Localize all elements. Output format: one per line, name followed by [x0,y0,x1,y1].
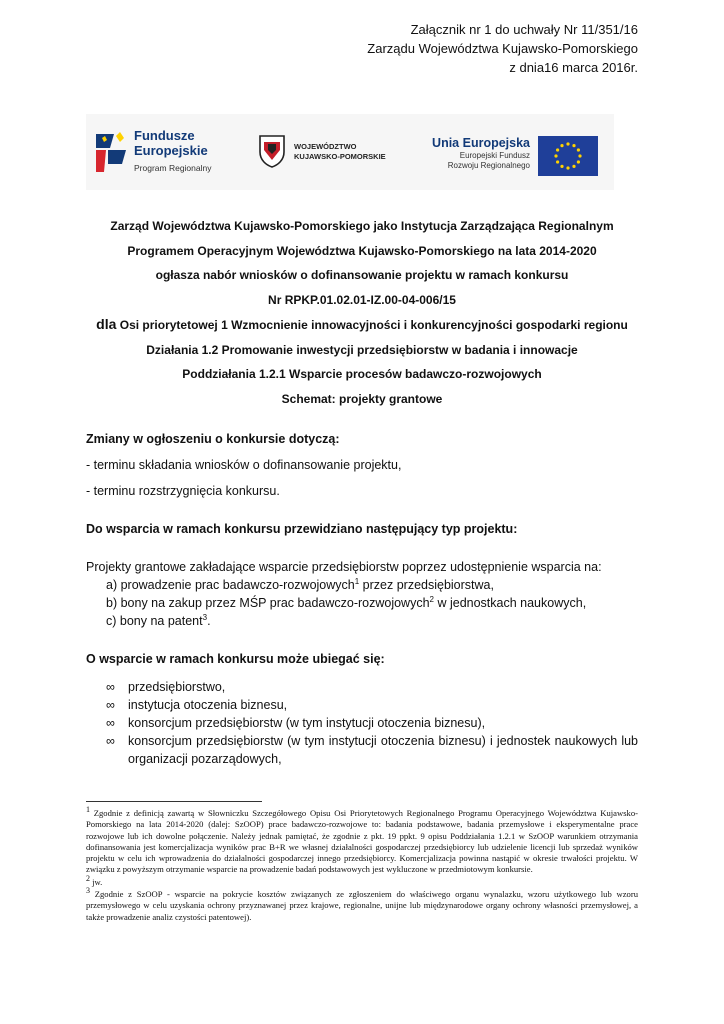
fundusze-europejskie-text [134,128,211,176]
footnotes [86,805,638,923]
infinity-bullet-icon: ∞ [106,680,115,694]
announcement-title [86,214,638,411]
title-line-6: Działania 1.2 Promowanie inwestycji przedsiębiorstw w badania i innowacje [146,342,578,357]
list-item-text: instytucja otoczenia biznesu, [128,698,288,712]
title-line-7: Poddziałania 1.2.1 Wsparcie procesów badawczo-rozwojowych [182,367,542,381]
project-type-b [86,594,638,612]
unia-europejska-logo [426,136,606,182]
header-line-3: z dnia16 marca 2016r. [509,60,638,75]
list-item [86,696,638,714]
fe-title-2: Europejskie [134,143,208,158]
project-type-a-rest: przez przedsiębiorstwa, [359,578,494,592]
list-item-text: przedsiębiorstwo, [128,680,226,694]
project-type-b-rest: w jednostkach naukowych, [434,596,587,610]
list-item-text: konsorcjum przedsiębiorstw (w tym instytucji otoczenia biznesu) i jednostek naukowych lub organizacji pozarządowych, [128,734,638,766]
title-priority-axis: Osi priorytetowej 1 Wzmocnienie innowacyjności i konkurencyjności gospodarki regionu [119,318,628,332]
title-line-1: Zarząd Województwa Kujawsko-Pomorskiego jako Instytucja Zarządzająca Regionalnym [110,219,614,233]
document-body [86,430,638,768]
wojewodztwo-logo [258,134,428,174]
title-line-2: Programem Operacyjnym Województwa Kujawsko-Pomorskiego na lata 2014-2020 [127,243,597,258]
footnote-2 [86,873,638,888]
header-line-1: Załącznik nr 1 do uchwały Nr 11/351/16 [410,22,638,37]
infinity-bullet-icon: ∞ [106,698,115,712]
title-line-3: ogłasza nabór wniosków o dofinansowanie projektu w ramach konkursu [155,268,569,282]
footnote-3-text: Zgodnie z SzOOP - wsparcie na pokrycie kosztów związanych ze zgłoszeniem do właściwego organu wynalazku, wzoru użytkowego lub wzoru przemysłowego w celu uzyskania ochrony przyznawanej przez krajowe, regionalne, unijne lub międzynarodowe organy ochrony własności przemysłowej, a także prowadzenie analiz czystości patentowej). [86,889,638,922]
ue-subtitle-1: Europejski Fundusz [459,151,530,160]
title-line-8: Schemat: projekty grantowe [281,391,443,406]
footnote-1-number: 1 [86,805,90,815]
woj-line-2: KUJAWSKO-POMORSKIE [294,152,386,161]
eligible-list [86,678,638,768]
logo-strip [86,114,614,190]
project-type-intro: Projekty grantowe zakładające wsparcie przedsiębiorstw poprzez udostępnienie wsparcia na: [86,560,602,574]
eu-flag-icon [538,136,598,176]
infinity-bullet-icon: ∞ [106,716,115,730]
footnote-separator [86,801,262,802]
title-line-4: Nr RPKP.01.02.01-IZ.00-04-006/15 [268,292,456,307]
woj-line-1: WOJEWÓDZTWO [294,142,357,151]
eligible-heading: O wsparcie w ramach konkursu może ubiegać się: [86,652,385,666]
wojewodztwo-text [294,142,386,162]
project-type-heading: Do wsparcia w ramach konkursu przewidziano następujący typ projektu: [86,522,518,536]
footnote-ref-1: 1 [354,576,360,586]
footnote-1 [86,805,638,876]
project-type-c [86,612,638,630]
footnote-2-number: 2 [86,873,90,883]
changes-item-2: - terminu rozstrzygnięcia konkursu. [86,484,280,498]
list-item-text: konsorcjum przedsiębiorstw (w tym instytucji otoczenia biznesu), [128,716,486,730]
title-line-5 [86,312,638,338]
fundusze-europejskie-logo [94,128,244,178]
footnote-1-text: Zgodnie z definicją zawartą w Słowniczku Szczegółowego Opisu Osi Priorytetowych Regionalnego Programu Operacyjnego Województwa Kujawsko-Pomorskiego na lata 2014-2020 (dalej: SzOOP) prace badawczo-rozwojowe to: badania podstawowe, badania przemysłowe i eksperymentalne prace rozwojowe lub ich dowolne połączenie. Należy jednak pamiętać, że zgodnie z pkt. 19 ppkt. 9 opisu Poddziałania 1.2.1 w SzOOP warunkiem otrzymania dofinansowania jest komercjalizacja wyników prac B+R we własnej działalności gospodarczej przedsiębiorcy lub udzielenie licencji lub sprzedaż wyników projektu w celu ich wprowadzenia do działalności gospodarczej innego przedsiębiorcy. Komercjalizacja powinna nastąpić w okresie trwałości projektu. W związku z powyższym otrzymanie wsparcie na prowadzenie badań podstawowych jest wykluczone w przedmiotowym konkursie. [86,808,638,875]
footnote-2-text: jw. [90,876,103,887]
project-type-a-text: a) prowadzenie prac badawczo-rozwojowych [106,578,355,592]
infinity-bullet-icon: ∞ [106,734,115,748]
footnote-ref-2: 2 [429,594,434,604]
list-item [86,714,638,732]
list-item [86,678,638,696]
fundusze-europejskie-icon [94,130,128,174]
project-type-a [86,576,638,594]
footnote-3-number: 3 [86,886,90,896]
fe-title-1: Fundusze [134,128,195,143]
changes-heading: Zmiany w ogłoszeniu o konkursie dotyczą: [86,432,340,446]
coat-of-arms-icon [258,134,286,168]
attachment-header [367,20,638,77]
list-item [86,732,638,768]
project-type-c-rest: . [207,614,211,628]
project-type-c-text: c) bony na patent [106,614,203,628]
title-dla: dla [96,316,117,332]
fe-subtitle: Program Regionalny [134,163,212,173]
footnote-ref-3: 3 [202,612,208,622]
header-line-2: Zarządu Województwa Kujawsko-Pomorskiego [367,41,638,56]
footnote-3 [86,886,638,923]
ue-text [426,136,530,171]
project-type-b-text: b) bony na zakup przez MŚP prac badawczo-rozwojowych [106,596,430,610]
ue-subtitle-2: Rozwoju Regionalnego [447,161,530,170]
changes-item-1: - terminu składania wniosków o dofinansowanie projektu, [86,458,402,472]
ue-title: Unia Europejska [432,136,530,150]
